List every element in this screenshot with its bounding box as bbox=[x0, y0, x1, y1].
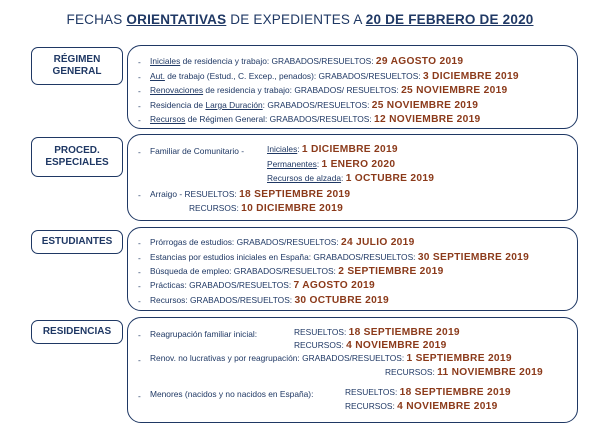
list-item bbox=[150, 252, 529, 263]
bullet: - bbox=[138, 391, 141, 401]
menores-resueltos bbox=[345, 387, 511, 398]
item-text: : bbox=[297, 144, 302, 154]
bullet: - bbox=[138, 281, 141, 291]
item-date: 7 AGOSTO 2019 bbox=[293, 280, 375, 291]
item-text: Búsqueda de empleo: GRABADOS/RESUELTOS: bbox=[150, 266, 339, 276]
item-text: de trabajo (Estud., C. Excep., penados): GRABADOS/RESUELTOS: bbox=[164, 71, 423, 81]
item-text: Prácticas: GRABADOS/RESUELTOS: bbox=[150, 280, 294, 290]
label-proced-especiales bbox=[31, 137, 123, 177]
item-date: 2 SEPTIEMBRE 2019 bbox=[338, 266, 444, 277]
bullet: - bbox=[138, 267, 141, 277]
bullet: - bbox=[138, 147, 141, 157]
bullet: - bbox=[138, 296, 141, 306]
bullet: - bbox=[138, 115, 141, 125]
item-text: Renov. no lucrativas y por reagrupación: GRABADOS/RESUELTOS: bbox=[150, 353, 407, 363]
label-regimen-general bbox=[31, 47, 123, 85]
list-item bbox=[150, 295, 389, 306]
item-keyword: Recursos bbox=[150, 114, 186, 124]
item-text: de residencia y trabajo: GRABADOS/ RESUELTOS: bbox=[203, 85, 402, 95]
item-text: Estancias por estudios iniciales en España: GRABADOS/RESUELTOS: bbox=[150, 252, 418, 262]
item-text: : GRABADOS/RESUELTOS: bbox=[262, 100, 372, 110]
item-text: RESUELTOS: bbox=[345, 387, 400, 397]
item-keyword: Iniciales bbox=[150, 56, 181, 66]
list-item bbox=[150, 280, 375, 291]
label-residencias bbox=[31, 320, 123, 344]
item-keyword: Recursos de alzada bbox=[267, 173, 342, 183]
title-mid: DE EXPEDIENTES A bbox=[226, 12, 366, 27]
menores-recursos bbox=[345, 401, 498, 412]
list-item-reagrupacion bbox=[150, 329, 257, 339]
label-line: ESPECIALES bbox=[45, 157, 109, 168]
item-text: RECURSOS: bbox=[189, 203, 242, 213]
item-date: 29 AGOSTO 2019 bbox=[375, 56, 464, 67]
item-text: RECURSOS: bbox=[385, 367, 438, 377]
list-item-renovaciones bbox=[150, 353, 512, 364]
title-pre: FECHAS bbox=[66, 12, 127, 27]
item-text: Menores (nacidos y no nacidos en España): bbox=[150, 389, 314, 399]
item-date: 12 NOVIEMBRE 2019 bbox=[374, 114, 481, 125]
item-date: 30 OCTUBRE 2019 bbox=[294, 295, 389, 306]
item-text: Reagrupación familiar inicial: bbox=[150, 329, 258, 339]
page-title bbox=[0, 12, 600, 27]
list-item bbox=[150, 266, 444, 277]
item-keyword: Permanentes bbox=[267, 159, 317, 169]
item-text: RECURSOS: bbox=[294, 340, 347, 350]
bullet: - bbox=[138, 86, 141, 96]
item-text: RECURSOS: bbox=[345, 401, 398, 411]
label-line: PROCED. bbox=[54, 145, 100, 156]
list-item bbox=[150, 71, 519, 82]
item-text: RESUELTOS: bbox=[294, 327, 349, 337]
item-date: 1 SEPTIEMBRE 2019 bbox=[406, 353, 512, 364]
item-text: RESUELTOS: bbox=[182, 189, 240, 199]
sub-item bbox=[267, 159, 395, 170]
list-item bbox=[150, 100, 478, 111]
item-date: 4 NOVIEMBRE 2019 bbox=[397, 401, 498, 412]
item-date: 24 JULIO 2019 bbox=[341, 237, 415, 248]
label-line: GENERAL bbox=[52, 66, 102, 77]
reag-resueltos bbox=[294, 327, 460, 338]
item-text: Residencia de bbox=[150, 100, 206, 110]
item-keyword: Renovaciones bbox=[150, 85, 204, 95]
list-item bbox=[150, 56, 463, 67]
bullet: - bbox=[138, 238, 141, 248]
item-date: 25 NOVIEMBRE 2019 bbox=[401, 85, 508, 96]
item-text: Recursos: GRABADOS/RESUELTOS: bbox=[150, 295, 295, 305]
list-item bbox=[150, 114, 481, 125]
reag-recursos bbox=[294, 340, 447, 351]
item-date: 3 DICIEMBRE 2019 bbox=[422, 71, 519, 82]
label-estudiantes bbox=[31, 230, 123, 254]
item-keyword: Larga Duración bbox=[205, 100, 263, 110]
item-date: 10 DICIEMBRE 2019 bbox=[241, 203, 344, 214]
list-item-familiar bbox=[150, 146, 244, 156]
bullet: - bbox=[138, 57, 141, 67]
item-date: 1 ENERO 2020 bbox=[321, 159, 396, 170]
item-text: : bbox=[316, 159, 322, 169]
item-date: 1 DICIEMBRE 2019 bbox=[301, 144, 398, 155]
item-date: 25 NOVIEMBRE 2019 bbox=[371, 100, 479, 111]
item-text: Arraigo - bbox=[150, 189, 183, 199]
item-date: 30 SEPTIEMBRE 2019 bbox=[417, 252, 530, 263]
label-line: ESTUDIANTES bbox=[41, 236, 113, 247]
list-item bbox=[150, 85, 508, 96]
list-item bbox=[150, 237, 415, 248]
item-text: : bbox=[341, 173, 346, 183]
item-date: 18 SEPTIEMBRE 2019 bbox=[399, 387, 511, 398]
label-line: RÉGIMEN bbox=[53, 54, 101, 65]
item-date: 18 SEPTIEMBRE 2019 bbox=[348, 327, 460, 338]
item-text: Familiar de Comunitario - bbox=[150, 146, 245, 156]
sub-item bbox=[267, 173, 434, 184]
bullet: - bbox=[138, 330, 141, 340]
item-keyword: Aut. bbox=[150, 71, 165, 81]
list-item-arraigo-recursos bbox=[189, 203, 343, 214]
item-date: 1 OCTUBRE 2019 bbox=[345, 173, 435, 184]
item-text: de residencia y trabajo: GRABADOS/RESUELTOS: bbox=[180, 56, 376, 66]
item-text: de Régimen General: GRABADOS/RESUELTOS: bbox=[185, 114, 375, 124]
bullet: - bbox=[138, 253, 141, 263]
item-date: 4 NOVIEMBRE 2019 bbox=[346, 340, 447, 351]
title-underlined-2: 20 DE FEBRERO DE 2020 bbox=[365, 12, 534, 27]
title-underlined-1: ORIENTATIVAS bbox=[126, 12, 227, 27]
item-text: Prórrogas de estudios: GRABADOS/RESUELTOS: bbox=[150, 237, 341, 247]
list-item-menores bbox=[150, 389, 313, 399]
list-item-arraigo bbox=[150, 189, 350, 200]
bullet: - bbox=[138, 72, 141, 82]
label-line: RESIDENCIAS bbox=[42, 326, 112, 337]
bullet: - bbox=[138, 101, 141, 111]
renov-recursos bbox=[385, 367, 543, 378]
item-date: 18 SEPTIEMBRE 2019 bbox=[239, 189, 351, 200]
item-keyword: Iniciales bbox=[267, 144, 298, 154]
bullet: - bbox=[138, 190, 141, 200]
sub-item bbox=[267, 144, 398, 155]
item-date: 11 NOVIEMBRE 2019 bbox=[437, 367, 544, 378]
bullet: - bbox=[138, 355, 141, 365]
